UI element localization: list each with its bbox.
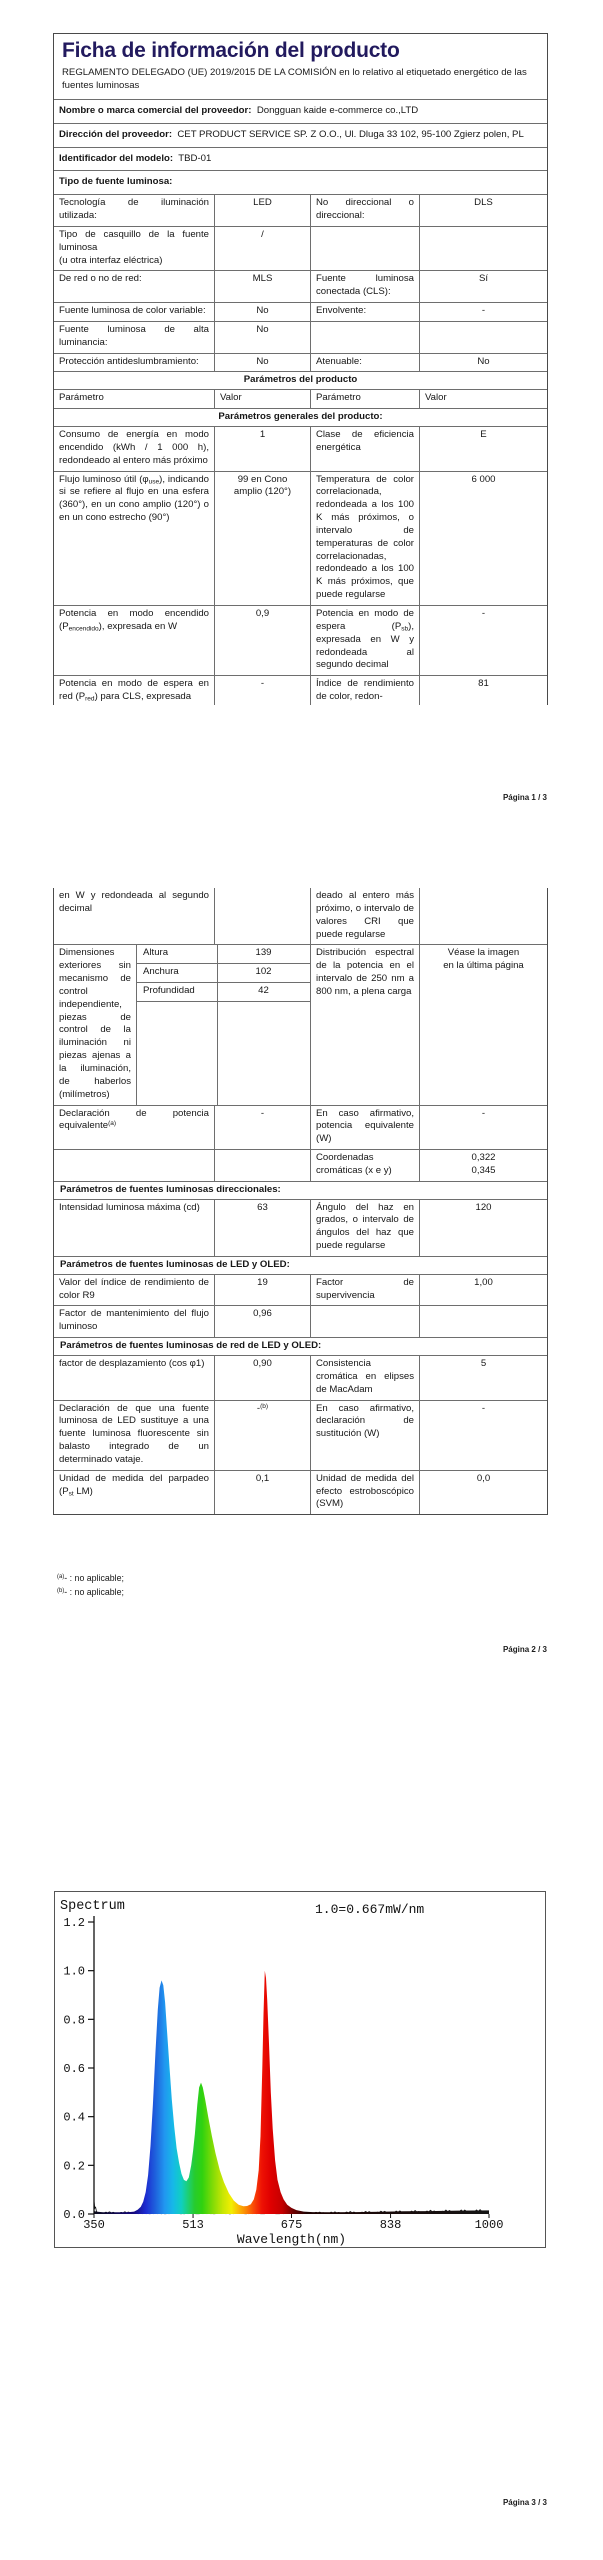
chart-title: Spectrum — [60, 1899, 125, 1914]
parameter-cell: Declaración de potencia equivalente$^{(a)}$ — [59, 1107, 209, 1132]
section-header: Parámetros de fuentes luminosas de red de LED y OLED: — [54, 1337, 547, 1355]
value-cell — [419, 1306, 547, 1337]
value-cell: 1,00 — [419, 1275, 547, 1306]
dimension-name: Altura — [143, 947, 169, 959]
parameter-row — [54, 605, 547, 675]
parameter-cell: Atenuable: — [310, 354, 419, 372]
y-tick-label: 0.0 — [63, 2208, 85, 2222]
parameter-cell — [310, 227, 419, 271]
parameter-cell: Protección antideslumbramiento: — [59, 355, 199, 367]
parameter-cell: Consistencia cromática en elipses de MacAdam — [310, 1356, 419, 1400]
parameter-cell: Temperatura de color correlacionada, redondeada a los 100 K más próximos, o intervalo de temperaturas de color correlacionadas, redondeado a los 100 K más próximos, que puede regularse — [310, 472, 419, 605]
parameter-cell: Declaración de que una fuente luminosa de LED sustituye a una fuente luminosa fluorescente sin balasto integrado de un determinado vataje. — [59, 1402, 209, 1465]
info-value: TBD-01 — [178, 152, 212, 164]
dimension-row — [137, 983, 310, 1002]
column-header-row — [54, 389, 547, 408]
parameter-row — [54, 675, 547, 705]
regulation-text: REGLAMENTO DELEGADO (UE) 2019/2015 DE LA COMISIÓN en lo relativo al etiquetado energético de las fuentes luminosas — [62, 67, 527, 91]
value-cell: 6 000 — [419, 472, 547, 605]
parameter-cell: Envolvente: — [310, 303, 419, 321]
y-tick-label: 1.0 — [63, 1964, 85, 1979]
dimension-value: 139 — [255, 947, 272, 959]
parameter-row — [54, 1305, 547, 1337]
x-tick-label: 838 — [379, 2218, 402, 2232]
chart-annotation: 1.0=0.667mW/nm — [315, 1902, 425, 1917]
parameter-cell: Fuente luminosa conectada (CLS): — [310, 271, 419, 302]
page-footer: Página 3 / 3 — [502, 2498, 547, 2507]
section-header: Parámetros generales del producto: — [54, 408, 547, 426]
parameter-cell: Valor del índice de rendimiento de color R9 — [59, 1276, 209, 1301]
parameter-cell — [54, 1150, 214, 1181]
value-cell: 0,0 — [419, 1471, 547, 1515]
value-cell: MLS — [214, 271, 310, 302]
parameter-cell: Factor de supervivencia — [310, 1275, 419, 1306]
x-tick-label: 350 — [83, 2218, 105, 2232]
dimensions-row — [54, 944, 547, 1104]
info-label: Tipo de fuente luminosa: — [59, 176, 173, 188]
dimension-row — [137, 964, 310, 983]
value-cell: 0,90 — [214, 1356, 310, 1400]
value-cell: 0,322 0,345 — [419, 1150, 547, 1181]
parameter-cell — [310, 322, 419, 353]
value-cell — [214, 888, 310, 944]
parameter-row — [54, 1199, 547, 1256]
parameter-cell: No direccional o direccional: — [310, 195, 419, 226]
parameter-cell: Flujo luminoso útil $(\varphi_{use})$, indicando si se refiere al flujo en una esfera (360°), en un cono amplio (120°) o en un cono estrecho (90°) — [59, 473, 209, 524]
parameter-cell: Intensidad luminosa máxima (cd) — [59, 1201, 200, 1213]
parameter-cell: Parámetro — [59, 392, 104, 404]
parameter-cell: Ángulo del haz en grados, o intervalo de ángulos del haz que puede regularse — [310, 1200, 419, 1256]
parameter-row — [54, 270, 547, 302]
spectrum-area — [94, 1971, 489, 2214]
parameter-row — [54, 302, 547, 321]
parameter-row — [54, 1149, 547, 1181]
value-cell: 0,1 — [214, 1471, 310, 1515]
value-cell: 1 — [214, 427, 310, 471]
parameter-row — [54, 226, 547, 271]
value-cell: Sí — [419, 271, 547, 302]
value-cell: 5 — [419, 1356, 547, 1400]
value-cell: - — [419, 303, 547, 321]
value-cell: No — [214, 354, 310, 372]
value-cell: No — [214, 303, 310, 321]
parameter-cell: Unidad de medida del parpadeo ($P_{st}$ LM) — [59, 1472, 209, 1498]
dimension-name: Anchura — [143, 966, 179, 978]
parameter-cell: Consumo de energía en modo encendido (kWh / 1 000 h), redondeado al entero más próximo — [59, 429, 209, 466]
parameter-cell: Factor de mantenimiento del flujo luminoso — [59, 1308, 209, 1333]
parameter-cell: Índice de rendimiento de color, redon- — [310, 676, 419, 705]
info-row — [54, 99, 547, 123]
value-cell: -$^{(b)}$ — [214, 1401, 310, 1470]
value-cell: 81 — [419, 676, 547, 705]
value-cell: - — [214, 676, 310, 705]
value-cell: 99 en Cono amplio (120°) — [214, 472, 310, 605]
value-cell: / — [214, 227, 310, 271]
parameter-row — [54, 888, 547, 944]
parameter-cell: Dimensiones exteriores sin mecanismo de control independiente, piezas de control de la iluminación ni piezas ajenas a la iluminación, de haberlos (milímetros) — [59, 947, 131, 1100]
dimension-value: 42 — [258, 985, 269, 997]
parameter-cell: Tipo de casquillo de la fuente luminosa (u otra interfaz eléctrica) — [59, 228, 209, 266]
info-label: Identificador del modelo: — [59, 152, 174, 164]
parameter-cell: Parámetro — [310, 390, 419, 408]
value-cell: E — [419, 427, 547, 471]
info-row — [54, 147, 547, 171]
title-block — [54, 34, 547, 99]
x-tick-label: 513 — [182, 2218, 204, 2232]
spectrum-svg — [55, 1892, 544, 2246]
parameter-row — [54, 1355, 547, 1400]
value-cell: Valor — [214, 390, 310, 408]
parameter-cell: En caso afirmativo, potencia equivalente (W) — [310, 1106, 419, 1150]
value-cell: 0,96 — [214, 1306, 310, 1337]
parameter-cell: Clase de eficiencia energética — [310, 427, 419, 471]
parameter-row — [54, 1274, 547, 1306]
fiche-table-page1 — [53, 33, 548, 705]
parameter-row — [54, 426, 547, 471]
parameter-cell: deado al entero más próximo, o intervalo de valores CRI que puede regularse — [310, 888, 419, 944]
value-cell: - — [419, 1401, 547, 1470]
page-footer: Página 1 / 3 — [502, 793, 547, 802]
y-tick-label: 0.6 — [63, 2062, 85, 2077]
info-row — [54, 170, 547, 194]
x-tick-label: 1000 — [474, 2218, 504, 2232]
value-cell — [419, 888, 547, 944]
parameter-row — [54, 1105, 547, 1150]
parameter-cell: Tecnología de iluminación utilizada: — [59, 197, 209, 222]
info-label: Nombre o marca comercial del proveedor: — [59, 104, 252, 116]
value-cell: 63 — [214, 1200, 310, 1256]
info-label: Dirección del proveedor: — [59, 128, 173, 140]
parameter-cell: en W y redondeada al segundo decimal — [59, 890, 209, 914]
section-header: Parámetros de fuentes luminosas de LED y OLED: — [54, 1256, 547, 1274]
value-cell: Valor — [419, 390, 547, 408]
section-header: Parámetros del producto — [54, 371, 547, 389]
y-tick-label: 0.2 — [63, 2159, 85, 2174]
value-cell: LED — [214, 195, 310, 226]
x-axis-label: Wavelength(nm) — [236, 2232, 347, 2246]
y-tick-label: 1.2 — [63, 1916, 85, 1931]
parameter-row — [54, 1470, 547, 1515]
dimension-value: 102 — [255, 966, 272, 978]
value-cell: No — [419, 354, 547, 372]
page-title: Ficha de información del producto — [62, 39, 400, 62]
table1-rows — [54, 99, 547, 705]
footnotes — [57, 1571, 124, 1599]
parameter-cell: De red o no de red: — [59, 273, 142, 285]
value-cell: 19 — [214, 1275, 310, 1306]
parameter-cell — [310, 1306, 419, 1337]
value-cell: DLS — [419, 195, 547, 226]
info-value: Dongguan kaide e-commerce co.,LTD — [256, 104, 419, 116]
parameter-row — [54, 353, 547, 372]
y-tick-label: 0.4 — [63, 2110, 85, 2125]
fiche-table-page2 — [53, 888, 548, 1515]
page-footer: Página 2 / 3 — [502, 1645, 547, 1654]
value-cell: - — [419, 1106, 547, 1150]
value-cell: 0,9 — [214, 606, 310, 675]
spectrum-chart — [54, 1891, 546, 2248]
section-header: Parámetros de fuentes luminosas direccionales: — [54, 1181, 547, 1199]
parameter-row — [54, 471, 547, 605]
info-value: CET PRODUCT SERVICE SP. Z O.O., Ul. Dluga 33 102, 95-100 Zgierz polen, PL — [177, 128, 524, 140]
parameter-cell: Potencia en modo de espera en red $(P_{red})$ para CLS, expresada — [59, 678, 209, 703]
parameter-cell: Fuente luminosa de alta luminancia: — [59, 323, 209, 348]
parameter-cell: Fuente luminosa de color variable: — [59, 305, 206, 317]
parameter-row — [54, 321, 547, 353]
dimension-row — [137, 945, 310, 964]
x-tick-label: 675 — [280, 2218, 303, 2232]
parameter-cell: Distribución espectral de la potencia en el intervalo de 250 nm a 800 nm, a plena carga — [310, 945, 419, 1104]
value-cell — [419, 322, 547, 353]
footnote: $^{(b)}$- : no aplicable; — [57, 1587, 124, 1598]
info-row — [54, 123, 547, 147]
parameter-cell: Potencia en modo de espera $(P_{sb})$, expresada en W y redondeada al segundo decimal — [310, 606, 419, 675]
parameter-cell: Coordenadas cromáticas (x e y) — [310, 1150, 419, 1181]
value-cell: - — [214, 1106, 310, 1150]
value-cell: - — [419, 606, 547, 675]
footnote: $^{(a)}$- : no aplicable; — [57, 1573, 124, 1583]
parameter-row — [54, 194, 547, 226]
dimension-name: Profundidad — [143, 985, 195, 997]
parameter-cell: factor de desplazamiento (cos φ1) — [59, 1358, 205, 1369]
value-cell: No — [214, 322, 310, 353]
parameter-cell: Potencia en modo encendido $(P_{encendido})$, expresada en W — [59, 607, 209, 633]
parameter-cell: Unidad de medida del efecto estroboscópico (SVM) — [310, 1471, 419, 1515]
value-cell — [214, 1150, 310, 1181]
table2-rows — [54, 888, 547, 1514]
dimensions-subtable — [136, 945, 310, 1104]
parameter-cell: En caso afirmativo, declaración de sustitución (W) — [310, 1401, 419, 1470]
y-tick-label: 0.8 — [63, 2013, 85, 2028]
divider — [217, 945, 218, 1104]
value-cell — [419, 227, 547, 271]
value-cell: 120 — [419, 1200, 547, 1256]
value-cell: Véase la imagen en la última página — [419, 945, 547, 1104]
parameter-row — [54, 1400, 547, 1470]
